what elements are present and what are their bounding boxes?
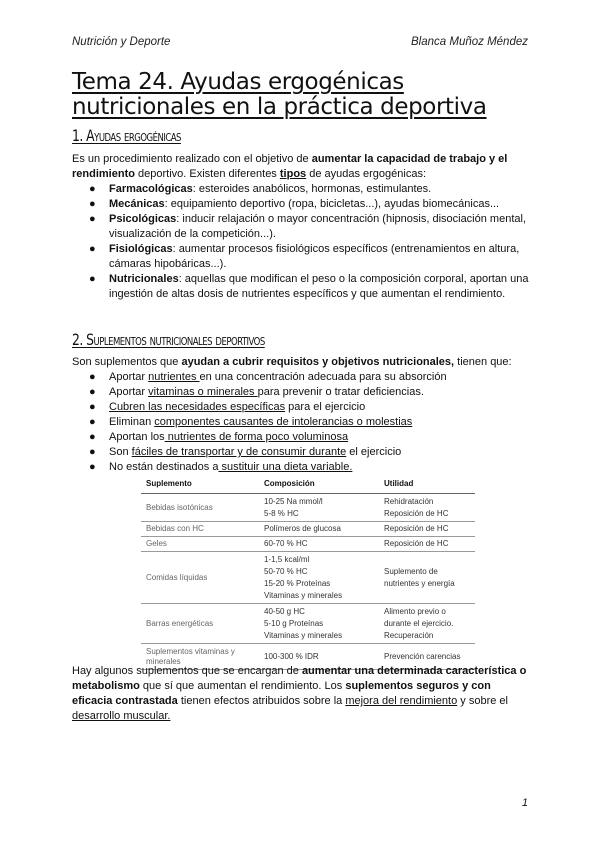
cell-supplement: Bebidas con HC: [141, 522, 259, 537]
bullet-icon: ●: [89, 401, 96, 413]
list-item: ● Aportar vitaminas o minerales para prevenir o tratar deficiencias.: [89, 386, 424, 398]
supplement-requirements-list: [72, 370, 532, 475]
section-heading-supplements: 2. Suplementos nutricionales deportivos: [72, 330, 265, 349]
list-item: ● No están destinados a sustituir una dieta variable.: [89, 461, 353, 473]
cell-utility: Rehidratación Reposición de HC: [379, 494, 475, 522]
section2-intro: Son suplementos que ayudan a cubrir requisitos y objetivos nutricionales, tienen que:: [72, 356, 512, 368]
bullet-icon: ●: [89, 213, 96, 225]
list-item: ● Psicológicas: inducir relajación o mayor concentración (hipnosis, disociación mental, visualización de la competición...).: [89, 213, 526, 240]
list-item: ● Cubren las necesidades específicas para el ejercicio: [89, 401, 366, 413]
list-item: ● Aportan los nutrientes de forma poco voluminosa: [89, 431, 349, 443]
list-item: ● Eliminan componentes causantes de intolerancias o molestias: [89, 416, 413, 428]
page-number: 1: [521, 797, 528, 809]
table-row: [141, 494, 475, 522]
section-heading-ergogenic-aids: 1. Ayudas ergogénicas: [72, 126, 181, 145]
cell-composition: 40-50 g HC 5-10 g Proteínas Vitaminas y minerales: [259, 604, 379, 644]
cell-utility: Reposición de HC: [379, 537, 475, 552]
cell-composition: 1-1,5 kcal/ml 50-70 % HC 15-20 % Proteínas Vitaminas y minerales: [259, 552, 379, 604]
bullet-icon: ●: [89, 183, 96, 195]
cell-supplement: Barras energéticas: [141, 604, 259, 644]
table-row: [141, 537, 475, 552]
bullet-icon: ●: [89, 446, 96, 458]
ergogenic-types-list: [72, 182, 532, 302]
header-author: Blanca Muñoz Méndez: [411, 36, 528, 48]
cell-utility: Suplemento de nutrientes y energía: [379, 552, 475, 604]
cell-supplement: Suplementos vitaminas y minerales: [141, 644, 259, 670]
table-row: [141, 522, 475, 537]
cell-supplement: Comidas líquidas: [141, 552, 259, 604]
list-item: ● Son fáciles de transportar y de consumir durante el ejercicio: [89, 446, 402, 458]
cell-utility: Alimento previo o durante el ejercicio. Recuperación: [379, 604, 475, 644]
supplements-table: [141, 475, 475, 670]
cell-supplement: Bebidas isotónicas: [141, 494, 259, 522]
cell-utility: Reposición de HC: [379, 522, 475, 537]
table-header-row: [141, 475, 475, 494]
bullet-icon: ●: [89, 198, 96, 210]
cell-supplement: Geles: [141, 537, 259, 552]
bullet-icon: ●: [89, 386, 96, 398]
list-item: ● Nutricionales: aquellas que modifican el peso o la composición corporal, aportan una ingestión de altas dosis de nutrientes específicos y que aumentan el rendimiento.: [89, 273, 529, 300]
section2-closing: Hay algunos suplementos que se encargan de aumentar una determinada característica o metabolismo que sí que aumentan el rendimiento. Los suplementos seguros y con eficacia contrastada tienen efectos atribuidos sobre la mejora del rendimiento y sobre el desarrollo muscular.: [72, 665, 527, 722]
cell-composition: 60-70 % HC: [259, 537, 379, 552]
page-title: Tema 24. Ayudas ergogénicas nutricionales en la práctica deportiva: [72, 69, 487, 120]
list-item: ● Farmacológicas: esteroides anabólicos, hormonas, estimulantes.: [89, 183, 432, 195]
header-subject: Nutrición y Deporte: [72, 36, 171, 48]
bullet-icon: ●: [89, 273, 96, 285]
cell-utility: Prevención carencias: [379, 644, 475, 670]
list-item: ● Mecánicas: equipamiento deportivo (ropa, bicicletas...), ayudas biomecánicas...: [89, 198, 500, 210]
column-header-utility: Utilidad: [379, 475, 475, 494]
column-header-composition: Composición: [259, 475, 379, 494]
column-header-supplement: Suplemento: [141, 475, 259, 494]
list-item: ● Fisiológicas: aumentar procesos fisiológicos específicos (entrenamientos en altura, cámaras hipobáricas...).: [89, 243, 520, 270]
list-item: ● Aportar nutrientes en una concentración adecuada para su absorción: [89, 371, 447, 383]
bullet-icon: ●: [89, 431, 96, 443]
bullet-icon: ●: [89, 416, 96, 428]
bullet-icon: ●: [89, 461, 96, 473]
bullet-icon: ●: [89, 243, 96, 255]
cell-composition: 100-300 % IDR: [259, 644, 379, 670]
table-row: [141, 552, 475, 604]
bullet-icon: ●: [89, 371, 96, 383]
section1-intro: Es un procedimiento realizado con el objetivo de aumentar la capacidad de trabajo y el rendimiento deportivo. Existen diferentes tipos de ayudas ergogénicas:: [72, 153, 508, 180]
table-row: [141, 604, 475, 644]
page-header: [72, 36, 528, 52]
cell-composition: 10-25 Na mmol/l 5-8 % HC: [259, 494, 379, 522]
cell-composition: Polímeros de glucosa: [259, 522, 379, 537]
